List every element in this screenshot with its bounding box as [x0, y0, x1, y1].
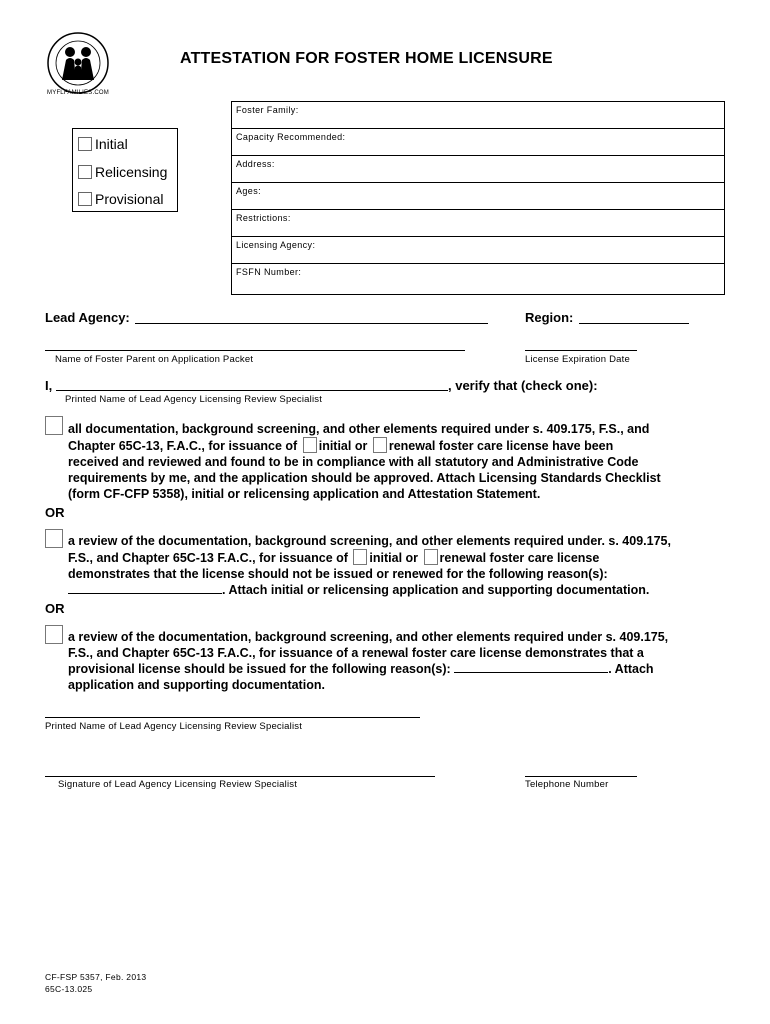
foster-family-field[interactable]: Foster Family:: [232, 102, 724, 129]
region-label: Region:: [525, 310, 574, 325]
option1-text: all documentation, background screening, and other elements required under s. 409.175, F.S., and Chapter 65C-13, F.A.C., for issuance of initial or renewal foster care license have been received and reviewed and found to be in compliance with all statutory and Administrative Code requirements by me, and the application should be approved. Attach Licensing Standards Checklist (form CF-CFP 5358), initial or relicensing application and Attestation Statement.: [68, 422, 661, 501]
verify-prefix: I,: [45, 378, 53, 393]
page-title: ATTESTATION FOR FOSTER HOME LICENSURE: [180, 50, 553, 67]
ages-field[interactable]: Ages:: [232, 183, 724, 210]
signature-input-line[interactable]: [45, 776, 435, 777]
lead-agency-label: Lead Agency:: [45, 310, 130, 325]
license-type-relicensing[interactable]: [78, 164, 167, 180]
or-separator-1: OR: [45, 505, 65, 520]
license-expiration-input-line[interactable]: [525, 350, 637, 351]
signature-caption: Signature of Lead Agency Licensing Review Specialist: [58, 779, 298, 790]
address-field[interactable]: Address:: [232, 156, 724, 183]
initial-label: Initial: [95, 136, 128, 152]
option1-initial-checkbox[interactable]: [303, 437, 317, 453]
option1-renewal-checkbox[interactable]: [373, 437, 387, 453]
specialist-name-input-line[interactable]: [56, 390, 448, 391]
telephone-caption: Telephone Number: [525, 779, 609, 790]
foster-parent-caption: Name of Foster Parent on Application Packet: [55, 354, 254, 365]
foster-family-info-table: [231, 101, 725, 295]
license-type-box: [72, 128, 178, 212]
telephone-input-line[interactable]: [525, 776, 637, 777]
option1-checkbox[interactable]: [45, 416, 63, 435]
option2-checkbox[interactable]: [45, 529, 63, 548]
option2-reason-line[interactable]: [68, 593, 222, 594]
lead-agency-input-line[interactable]: [135, 323, 488, 324]
fsfn-number-field[interactable]: FSFN Number:: [236, 267, 302, 277]
relicensing-checkbox[interactable]: [78, 165, 92, 179]
logo-caption: MYFLFAMILIES.COM: [47, 90, 109, 96]
license-type-provisional[interactable]: [78, 191, 163, 207]
or-separator-2: OR: [45, 601, 65, 616]
form-number: CF-FSP 5357, Feb. 2013: [45, 972, 147, 982]
license-expiration-caption: License Expiration Date: [525, 354, 630, 365]
option3-checkbox[interactable]: [45, 625, 63, 644]
capacity-field[interactable]: Capacity Recommended:: [232, 129, 724, 156]
option3-reason-line[interactable]: [454, 672, 608, 673]
initial-checkbox[interactable]: [78, 137, 92, 151]
restrictions-field[interactable]: Restrictions:: [232, 210, 724, 237]
option2-renewal-checkbox[interactable]: [424, 549, 438, 565]
foster-parent-input-line[interactable]: [45, 350, 465, 351]
rule-number: 65C-13.025: [45, 984, 93, 994]
provisional-label: Provisional: [95, 191, 164, 207]
provisional-checkbox[interactable]: [78, 192, 92, 206]
option2-initial-checkbox[interactable]: [353, 549, 367, 565]
option3-text: a review of the documentation, background screening, and other elements required under s. 409.175, F.S., and Chapter 65C-13 F.A.C., for issuance of a renewal foster care license demonstrates that a provisional license should be issued for the following reason(s): . Attach application and supporting documentation.: [68, 630, 669, 692]
region-input-line[interactable]: [579, 323, 689, 324]
verify-caption: Printed Name of Lead Agency Licensing Review Specialist: [65, 394, 323, 405]
option2-text: a review of the documentation, background screening, and other elements required under. s. 409.175, F.S., and Chapter 65C-13 F.A.C., for issuance of initial or renewal foster care license demonstrates that the license should not be issued or renewed for the following reason(s): . Attach initial or relicensing application and supporting documentation.: [68, 534, 671, 597]
licensing-agency-field[interactable]: Licensing Agency:: [232, 237, 724, 264]
license-type-initial[interactable]: [78, 136, 128, 152]
printed-name-input-line[interactable]: [45, 717, 420, 718]
verify-suffix: , verify that (check one):: [448, 378, 598, 393]
relicensing-label: Relicensing: [95, 164, 168, 180]
printed-name-caption: Printed Name of Lead Agency Licensing Review Specialist: [45, 721, 303, 732]
